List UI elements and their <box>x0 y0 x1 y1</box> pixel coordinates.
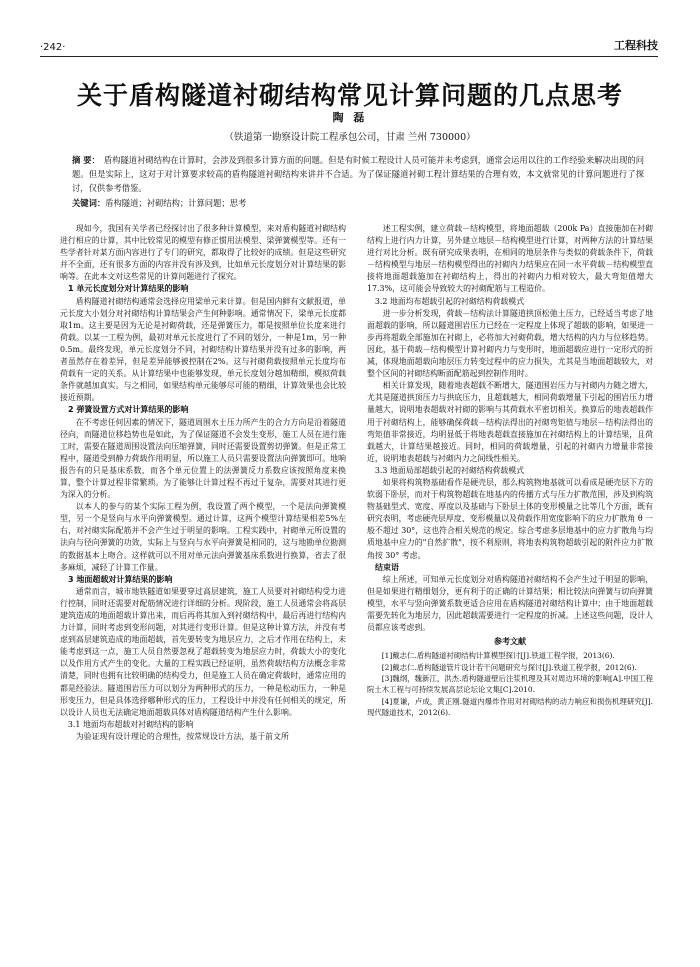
keywords-label: 关键词： <box>72 198 106 208</box>
keywords <box>72 197 644 209</box>
section-heading: 1 单元长度划分对计算结果的影响 <box>68 284 189 294</box>
paragraph: 如果将构筑物基础看作是硬壳层，那么构筑物地基就可以看成是硬壳层下方的软弱下卧层，而对于构筑物超载在地基内的传播方式与压力扩散范围，涉及到构筑物基础型式、宽度、厚度以及基础与下卧层土体的变形模量之比等几个方面，既有研究表明，考虑硬壳层厚度、变形模量以及荷载作用宽度影响下的应力扩散角 θ 一般不超过 30°，这也符合相关规范的规定。综合考虑多层地基中的应力扩散角与均质地基中应力的"自然扩散"，按不利原则，将地表构筑物超载引起的附件应力扩散角按 30° 考虑。 <box>367 477 653 560</box>
section-heading: 结束语 <box>375 562 399 572</box>
right-column <box>367 223 653 719</box>
section-heading: 3.3 地面局部超载引起的衬砌结构荷载模式 <box>374 465 525 475</box>
paragraph: 盾构隧道衬砌结构通常会选择应用梁单元来计算。但是国内鲜有文献报道，单元长度大小划分对衬砌结构计算结果会产生何种影响。通常情况下，梁单元长度都取1m。这主要是因为无论是衬砌荷载，还是弹簧压力，都是按照单位长度来进行荷载。以某一工程为例，最初对单元长度进行了不同的划分，一种是1m，另一种0.5m。最终发现，单元长度划分不同，衬砌结构计算结果并没有过多的影响，两者虽然存在着差异，但是差异能够被控制在2%。这与衬砌荷载按照单元长度均布荷载有一定的关系。从计算结果中也能够发现，单元长度划分越加精细，模拟荷载条件就越加真实。与之相同，如果结构单元能够尽可能的精细，计算效果也会比较接近预期。 <box>60 296 346 403</box>
left-column <box>60 223 346 743</box>
paragraph: 综上所述，可知单元长度划分对盾构隧道衬砌结构不会产生过于明显的影响，但是如果进行精细划分，更有利于的正确的计算结果；相比较法向弹簧与切向弹簧模型，水平与竖向弹簧系数更适合应用在盾构隧道衬砌结构计算中；由于地面超载需要先转化为地层力，因此超载需要进行一定程度的折减。上述这些问题，设计人员都应该考虑到。 <box>367 574 653 633</box>
paragraph: 在不考虑任何因素的情况下，隧道周围水土压力所产生的合力方向是沿着隧道径向，而隧道位移趋势也是如此，为了保证隧道不会发生变形，施工人员在进行施工时，需要在隧道周围设置法向压缩弹簧，同时还需要设置剪切弹簧。但是正常工程中，隧道受到静力荷载作用明显，所以施工人员只需要设置法向弹簧即可。地响报告有的只是基床系数，而各个单元位置上的法弹簧反力系数应该按照角度来换算，整个计算过程非常繁琐。为了能够让计算过程不再过于复杂，需要对其进行更为深入的分析。 <box>60 417 346 500</box>
references-title: 参考文献 <box>494 637 526 647</box>
paper-title: 关于盾构隧道衬砌结构常见计算问题的几点思考 <box>76 81 623 110</box>
paragraph: 通常而言，城市地铁隧道如果要穿过高层建筑，施工人员要对衬砌结构受力进行控制，同时还需要对配筋情况进行详细的分析。现阶段，施工人员通常会将高层建筑造成的地面超载计算出来，而后再将其加入到衬砌结构中，最后再进行结构内力计算，同时考虑到变形问题，对其进行变形计算。但是这种计算方法，并没有考虑到高层建筑造成的地面超载，首先要转变为地层应力，之后才作用在结构上，未能考虑到这一点，施工人员自然要忽视了超载转变为地层应力时，荷载大小的变化以及作用方式产生的变化。大量的工程实践已经证明，虽然荷载结构方法概念非常清楚，同时也拥有比较明确的结构受力，但是施工人员在确定荷载时，通常应用的都是经验法。隧道围岩压力可以划分为两种形式的压力，一种是松动压力，一种是形变压力，但是具体选择哪种形式的压力，工程设计中并没有任何相关的规定，所以设计人员也无法确定地面超载具体对盾构隧道结构产生什么影响。 <box>60 586 346 717</box>
reference-item: [2]戴志仁.盾构隧道管片设计若干问题研究与探讨[J].铁道工程学报，2012(6). <box>381 662 637 672</box>
running-header <box>40 36 658 57</box>
journal-name: 工程科技 <box>614 39 658 52</box>
keywords-text: 盾构隧道；衬砌结构；计算问题；思考 <box>105 198 247 208</box>
reference-item: [4]夏谦，卢成，黄正刚.隧道内爆炸作用对衬砌结构的动力响应和损伤机理研究[J].现代隧道技术，2012(6). <box>367 696 653 718</box>
reference-item: [1]戴志仁.盾构隧道衬砌结构计算模型探讨[J].铁道工程学报，2013(6). <box>381 651 615 661</box>
paragraph: 为验证现有设计理论的合理性，按常规设计方法，基于前文所 <box>75 731 289 741</box>
paragraph: 以本人的参与的某个实际工程为例，我设置了两个模型，一个是法向弹簧模型，另一个是竖向与水平向弹簧模型。通过计算，这两个模型计算结果相差5%左右，对衬砌实际配筋并不会产生过于明显的影响。工程实践中，衬砌单元所设置的法向与径向弹簧的功效，实际上与竖向与水平向弹簧是相同的，这与地勘单位勘测的数据基本上吻合。这样就可以不用对单元法向弹簧基床系数进行换算，省去了很多麻烦，减轻了计算工作量。 <box>60 502 346 572</box>
section-heading: 3.1 地面均布超载对衬砌结构的影响 <box>67 719 194 729</box>
section-heading: 3 地面超载对计算结果的影响 <box>68 574 173 584</box>
paragraph: 相关计算发现，随着地表超载不断增大，隧道围岩压力与衬砌内力随之增大，尤其是隧道拱顶压力与拱底压力，且超载越大，相同荷载增量下引起的围岩压力增量越大，说明地表超载对衬砌的影响与其荷载水平密切相关。换算后的地表超载作用于衬砌结构上，能够确保荷载－结构法得出的衬砌弯矩值与地层－结构法得出的弯矩值非常接近，均明显低于将地表超载直接施加在衬砌结构上的计算结果，且荷载越大，计算结果越接近。同时，相同的荷载增量，引起的衬砌内力增量非常接近，说明地表超载与衬砌内力之间线性相关。 <box>367 381 653 463</box>
author: 陶 磊 <box>332 111 368 124</box>
abstract-text: 盾构隧道衬砌结构在计算时，会涉及到很多计算方面的问题。但是有时候工程设计人员可能并未考虑到，通常会运用以往的工作经验来解决出现的问题。但是实际上，这对于对计算要求较高的盾构隧道衬砌结构来讲并不合适。为了保证隧道衬砌工程计算结果的合理有效，本文就常见的计算问题进行了探讨，仅供参考借鉴。 <box>72 155 644 193</box>
abstract-label: 摘 要： <box>72 155 100 165</box>
reference-item: [3]魏纲，魏新江，洪杰.盾构隧道壁后注浆机理及其对周边环境的影响[A].中国工程院土木工程与可持续发展高层论坛论文集[C].2010. <box>367 674 653 695</box>
affiliation: （铁道第一勘察设计院工程承包公司，甘肃 兰州 730000） <box>224 132 476 143</box>
paragraph: 述工程实例，建立荷载－结构模型，将地面超载（200k Pa）直接施加在衬砌结构上进行内力计算，另外建立地层－结构模型进行计算，对两种方法的计算结果进行对比分析。既有研究成果表明，在相同的地层条件与类似的荷载条件下，荷载－结构模型与地层－结构模型得出的衬砌内力结果应在同一水平荷载－结构模型直接将地面超载施加在衬砌结构上，得出的衬砌内力相对较大，最大弯矩值增大 17.3%，这可能会导致较大的衬砌配筋与工程造价。 <box>367 224 653 294</box>
paragraph: 现如今，我国有关学者已经探讨出了很多种计算模型，来对盾构隧道衬砌结构进行相应的计算，其中比较常见的模型有修正惯用法模型、梁弹簧模型等。还有一些学者针对某方面内容进行了专门的研究，都取得了比较好的成绩。但是这些研究并不全面，还有很多方面的内容并没有涉及到，比如单元长度划分对计算结果的影响等。在此本文对这些常见的计算问题进行了探究。 <box>60 224 346 282</box>
references-list <box>367 650 653 718</box>
section-heading: 2 弹簧设置方式对计算结果的影响 <box>68 405 189 415</box>
section-heading: 3.2 地面均布超载引起的衬砌结构荷载模式 <box>374 296 525 306</box>
page-number: ·242· <box>40 42 66 53</box>
paragraph: 进一步分析发现，荷载－结构法计算隧道拱顶松弛土压力，已经适当考虑了地面超载的影响，所以隧道围岩压力已经在一定程度上体现了超载的影响，如果进一步再将超载全部施加在衬砌上，必将加大衬砌荷载，增大结构的内力与位移趋势。因此，基于荷载－结构模型计算衬砌内力与变形时，地面超载应进行一定形式的折减，体现地面超载向地层压力转变过程中的应力损失，尤其是当地面超载较大，对整个区间的衬砌结构断面配筋起到控制作用时。 <box>367 308 653 379</box>
abstract <box>72 153 644 195</box>
right-column-body <box>367 223 653 634</box>
